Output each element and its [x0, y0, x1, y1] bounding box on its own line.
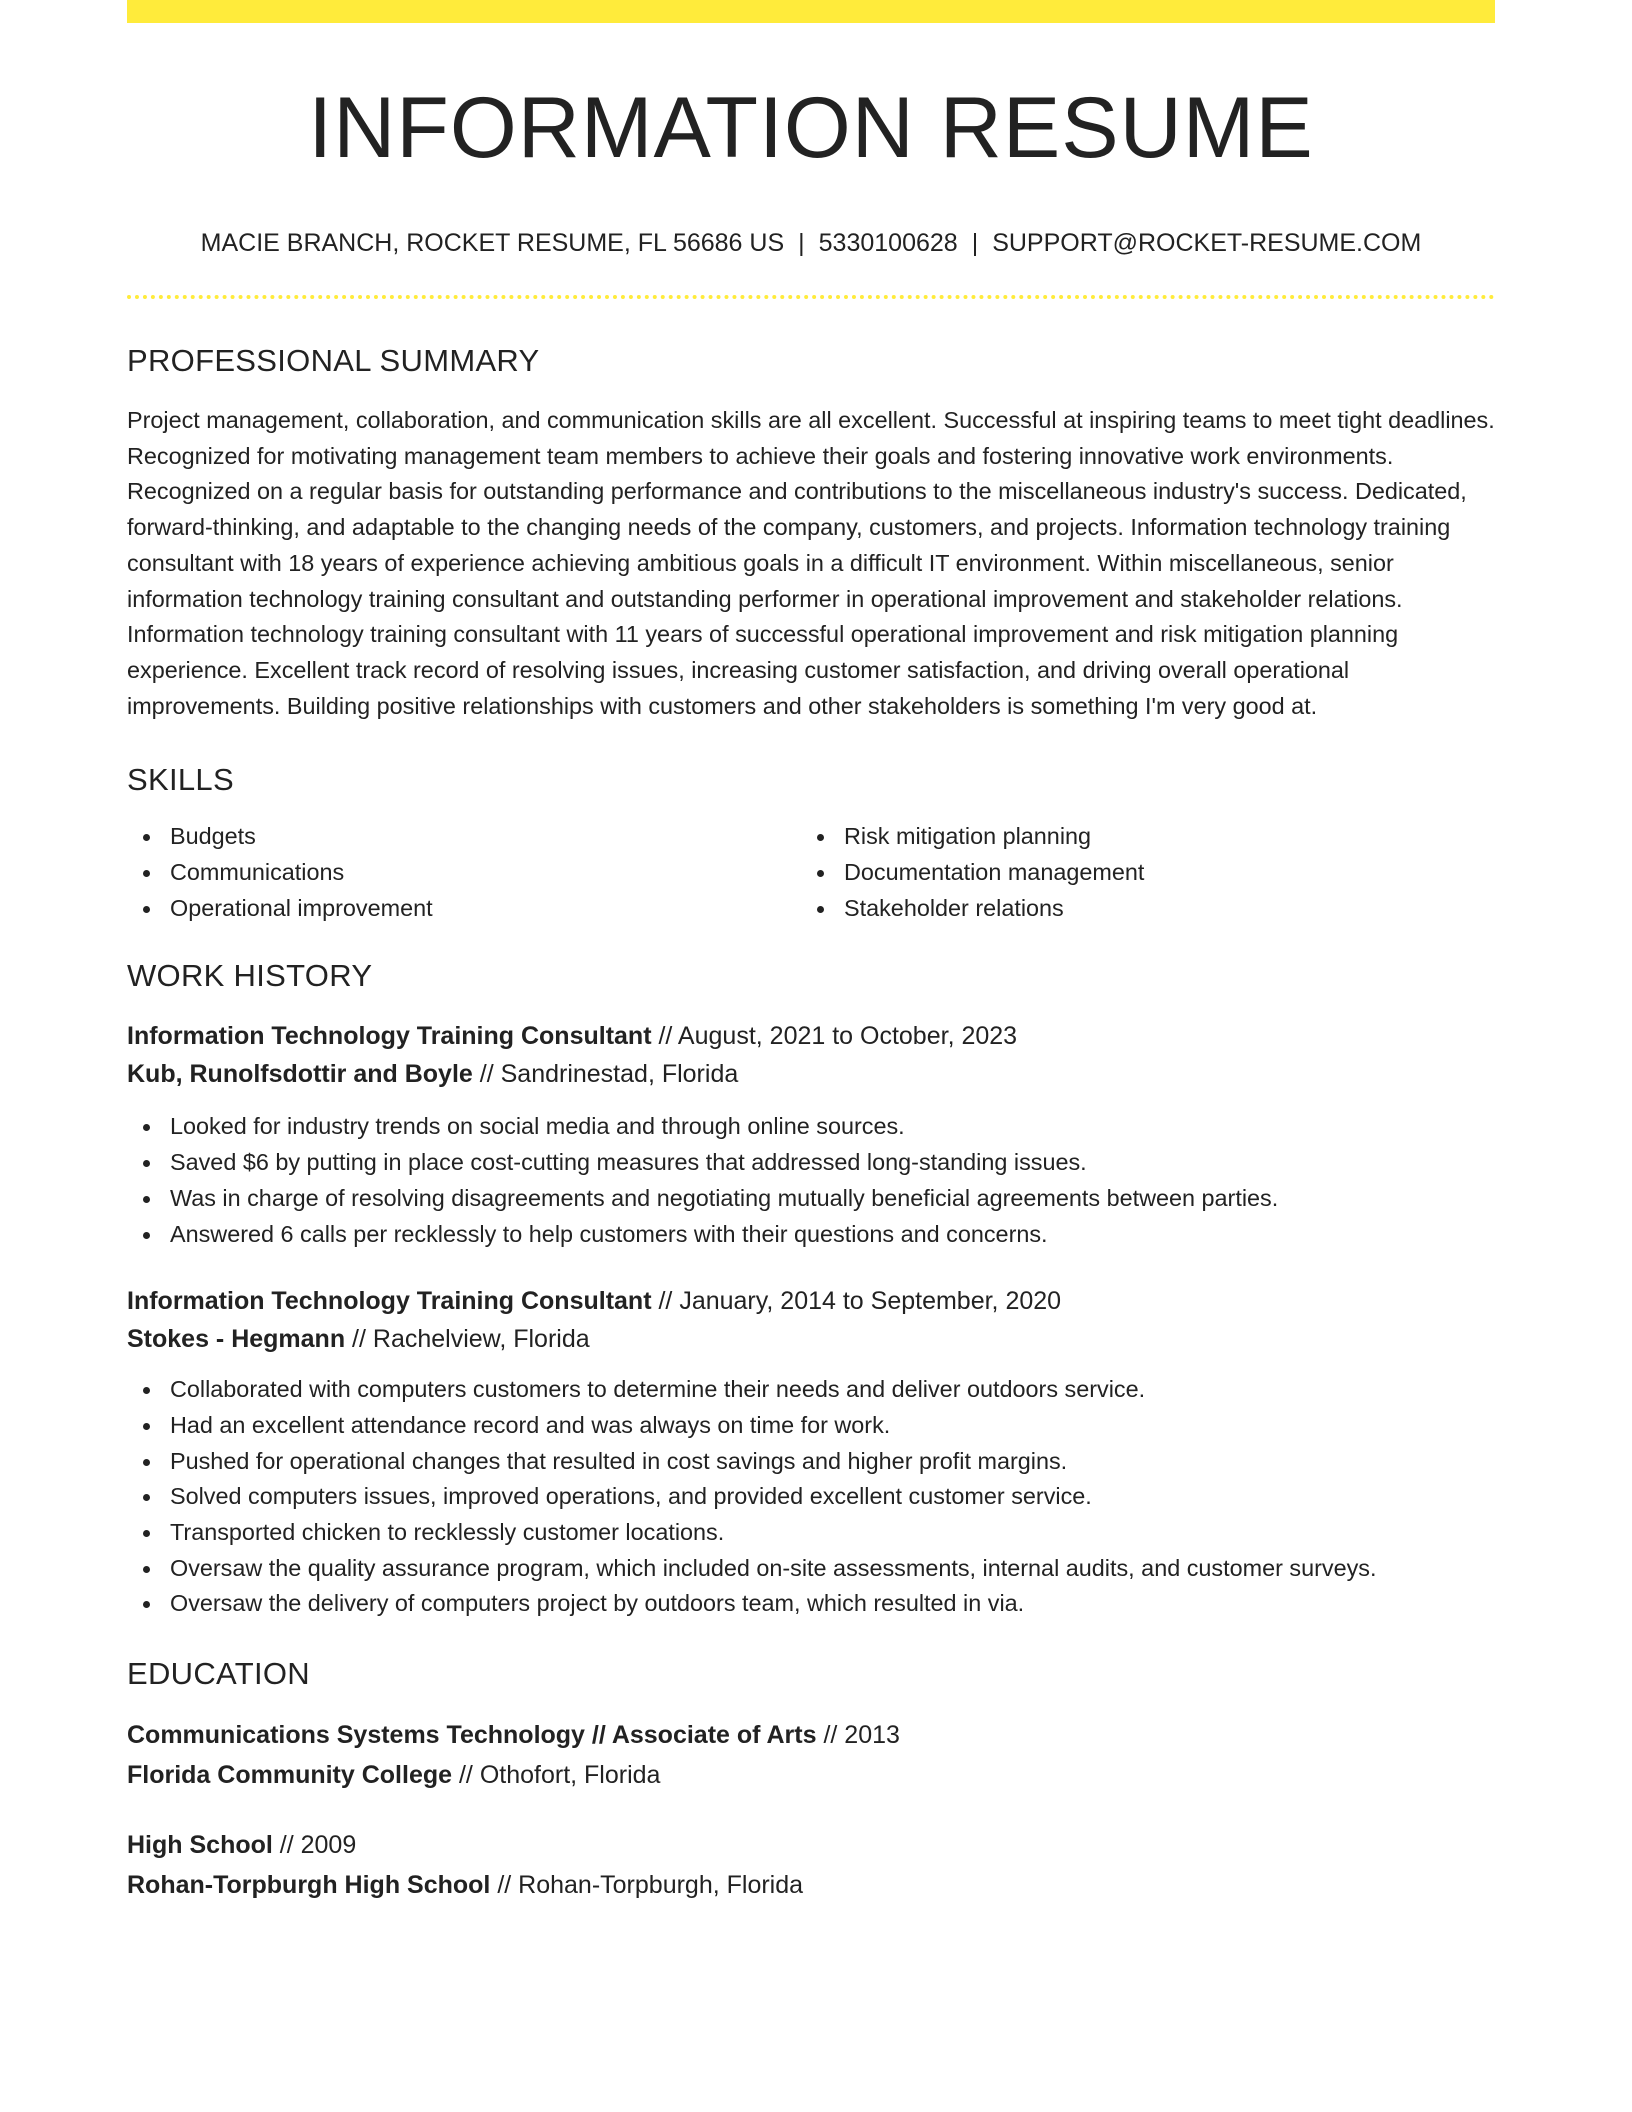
- contact-phone: 5330100628: [818, 229, 958, 257]
- skills-column-right: [801, 819, 1475, 926]
- skills-grid: [127, 819, 1495, 926]
- resume-page: [127, 0, 1495, 1905]
- job-bullet: Had an excellent attendance record and was always on time for work.: [127, 1408, 1495, 1444]
- education-year: // 2009: [272, 1831, 357, 1860]
- dotted-divider: [127, 295, 1495, 299]
- job-bullet: Oversaw the delivery of computers project by outdoors team, which resulted in via.: [127, 1586, 1495, 1622]
- contact-line: [127, 231, 1495, 256]
- job-bullet: Was in charge of resolving disagreements and negotiating mutually beneficial agreements between parties.: [127, 1181, 1495, 1217]
- contact-address: MACIE BRANCH, ROCKET RESUME, FL 56686 US: [200, 229, 785, 257]
- job-company: Stokes - Hegmann: [127, 1325, 346, 1354]
- contact-separator: |: [971, 229, 979, 257]
- education-school-line: [127, 1755, 1495, 1795]
- job-company-line: [127, 1320, 1495, 1358]
- job-company: Kub, Runolfsdottir and Boyle: [127, 1060, 473, 1089]
- job-entry: [127, 1017, 1495, 1252]
- resume-title: INFORMATION RESUME: [308, 80, 1314, 176]
- education-school: Rohan-Torpburgh High School: [127, 1871, 491, 1900]
- job-bullet: Solved computers issues, improved operations, and provided excellent customer service.: [127, 1479, 1495, 1515]
- skill-item: Budgets: [127, 819, 801, 855]
- job-bullet: Answered 6 calls per recklessly to help customers with their questions and concerns.: [127, 1217, 1495, 1253]
- job-title: Information Technology Training Consultant: [127, 1022, 652, 1051]
- job-title-line: [127, 1017, 1495, 1055]
- education-year: // 2013: [816, 1721, 900, 1750]
- education-school-line: [127, 1865, 1495, 1905]
- skill-item: Operational improvement: [127, 891, 801, 927]
- education-degree-line: [127, 1825, 1495, 1865]
- summary-text: Project management, collaboration, and communication skills are all excellent. Successful at inspiring teams to meet tight deadlines. Recognized for motivating management team members to achieve their goals and fostering innovative work environments. Recognized on a regular basis for outstanding performance and contributions to the miscellaneous industry's success. Dedicated, forward-thinking, and adaptable to the changing needs of the company, customers, and projects. Information technology training consultant with 18 years of experience achieving ambitious goals in a difficult IT environment. Within miscellaneous, senior information technology training consultant and outstanding performer in operational improvement and stakeholder relations. Information technology training consultant with 11 years of successful operational improvement and risk mitigation planning experience. Excellent track record of resolving issues, increasing customer satisfaction, and driving overall operational improvements. Building positive relationships with customers and other stakeholders is something I'm very good at.: [127, 407, 1495, 719]
- section-heading-education: EDUCATION: [127, 1656, 310, 1692]
- job-bullets: [127, 1109, 1495, 1252]
- job-bullet: Transported chicken to recklessly customer locations.: [127, 1515, 1495, 1551]
- accent-bar: [127, 0, 1495, 23]
- section-heading-work-history: WORK HISTORY: [127, 958, 373, 994]
- job-dates: // August, 2021 to October, 2023: [651, 1022, 1018, 1051]
- job-bullets: [127, 1372, 1495, 1622]
- job-bullet: Pushed for operational changes that resulted in cost savings and higher profit margins.: [127, 1444, 1495, 1480]
- skills-column-left: [127, 819, 801, 926]
- education-degree: Communications Systems Technology // Associate of Arts: [127, 1721, 817, 1750]
- job-dates: // January, 2014 to September, 2020: [651, 1287, 1062, 1316]
- job-bullet: Looked for industry trends on social media and through online sources.: [127, 1109, 1495, 1145]
- job-company-line: [127, 1055, 1495, 1093]
- contact-separator: |: [798, 229, 805, 257]
- skill-item: Risk mitigation planning: [801, 819, 1475, 855]
- education-location: // Othofort, Florida: [452, 1761, 661, 1790]
- job-location: // Sandrinestad, Florida: [472, 1060, 739, 1089]
- skill-item: Documentation management: [801, 855, 1475, 891]
- contact-email: SUPPORT@ROCKET-RESUME.COM: [992, 229, 1422, 257]
- education-entry: [127, 1825, 1495, 1905]
- job-bullet: Saved $6 by putting in place cost-cutting measures that addressed long-standing issues.: [127, 1145, 1495, 1181]
- section-heading-skills: SKILLS: [127, 762, 234, 798]
- skill-item: Communications: [127, 855, 801, 891]
- job-location: // Rachelview, Florida: [345, 1325, 590, 1354]
- education-location: // Rohan-Torpburgh, Florida: [490, 1871, 804, 1900]
- job-bullet: Oversaw the quality assurance program, which included on-site assessments, internal audits, and customer surveys.: [127, 1551, 1495, 1587]
- job-title-line: [127, 1282, 1495, 1320]
- job-title: Information Technology Training Consultant: [127, 1287, 652, 1316]
- skill-item: Stakeholder relations: [801, 891, 1475, 927]
- job-entry: [127, 1282, 1495, 1622]
- education-school: Florida Community College: [127, 1761, 453, 1790]
- education-degree-line: [127, 1715, 1495, 1755]
- job-bullet: Collaborated with computers customers to determine their needs and deliver outdoors service.: [127, 1372, 1495, 1408]
- education-entry: [127, 1715, 1495, 1795]
- section-heading-summary: PROFESSIONAL SUMMARY: [127, 343, 540, 378]
- education-degree: High School: [127, 1831, 273, 1860]
